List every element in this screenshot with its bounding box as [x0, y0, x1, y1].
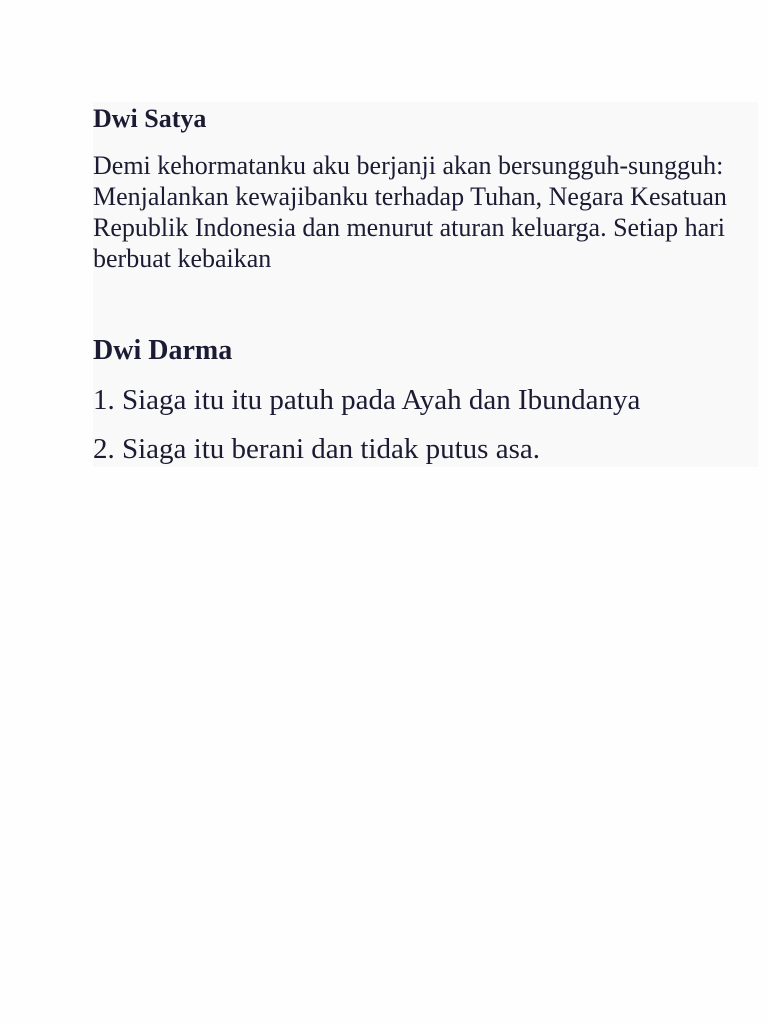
dwi-darma-heading: Dwi Darma	[93, 335, 233, 366]
dwi-darma-item-2: 2. Siaga itu berani dan tidak putus asa.	[93, 433, 540, 465]
dwi-darma-list	[93, 383, 640, 481]
content-block	[93, 102, 758, 467]
dwi-satya-text: Demi kehormatanku aku berjanji akan bersungguh-sungguh: Menjalankan kewajibanku terhadap Tuhan, Negara Kesatuan Republik Indonesia dan menurut aturan keluarga. Setiap hari berbuat kebaikan	[93, 151, 727, 273]
dwi-darma-item-1: 1. Siaga itu itu patuh pada Ayah dan Ibundanya	[93, 384, 641, 416]
dwi-satya-heading: Dwi Satya	[93, 104, 207, 133]
